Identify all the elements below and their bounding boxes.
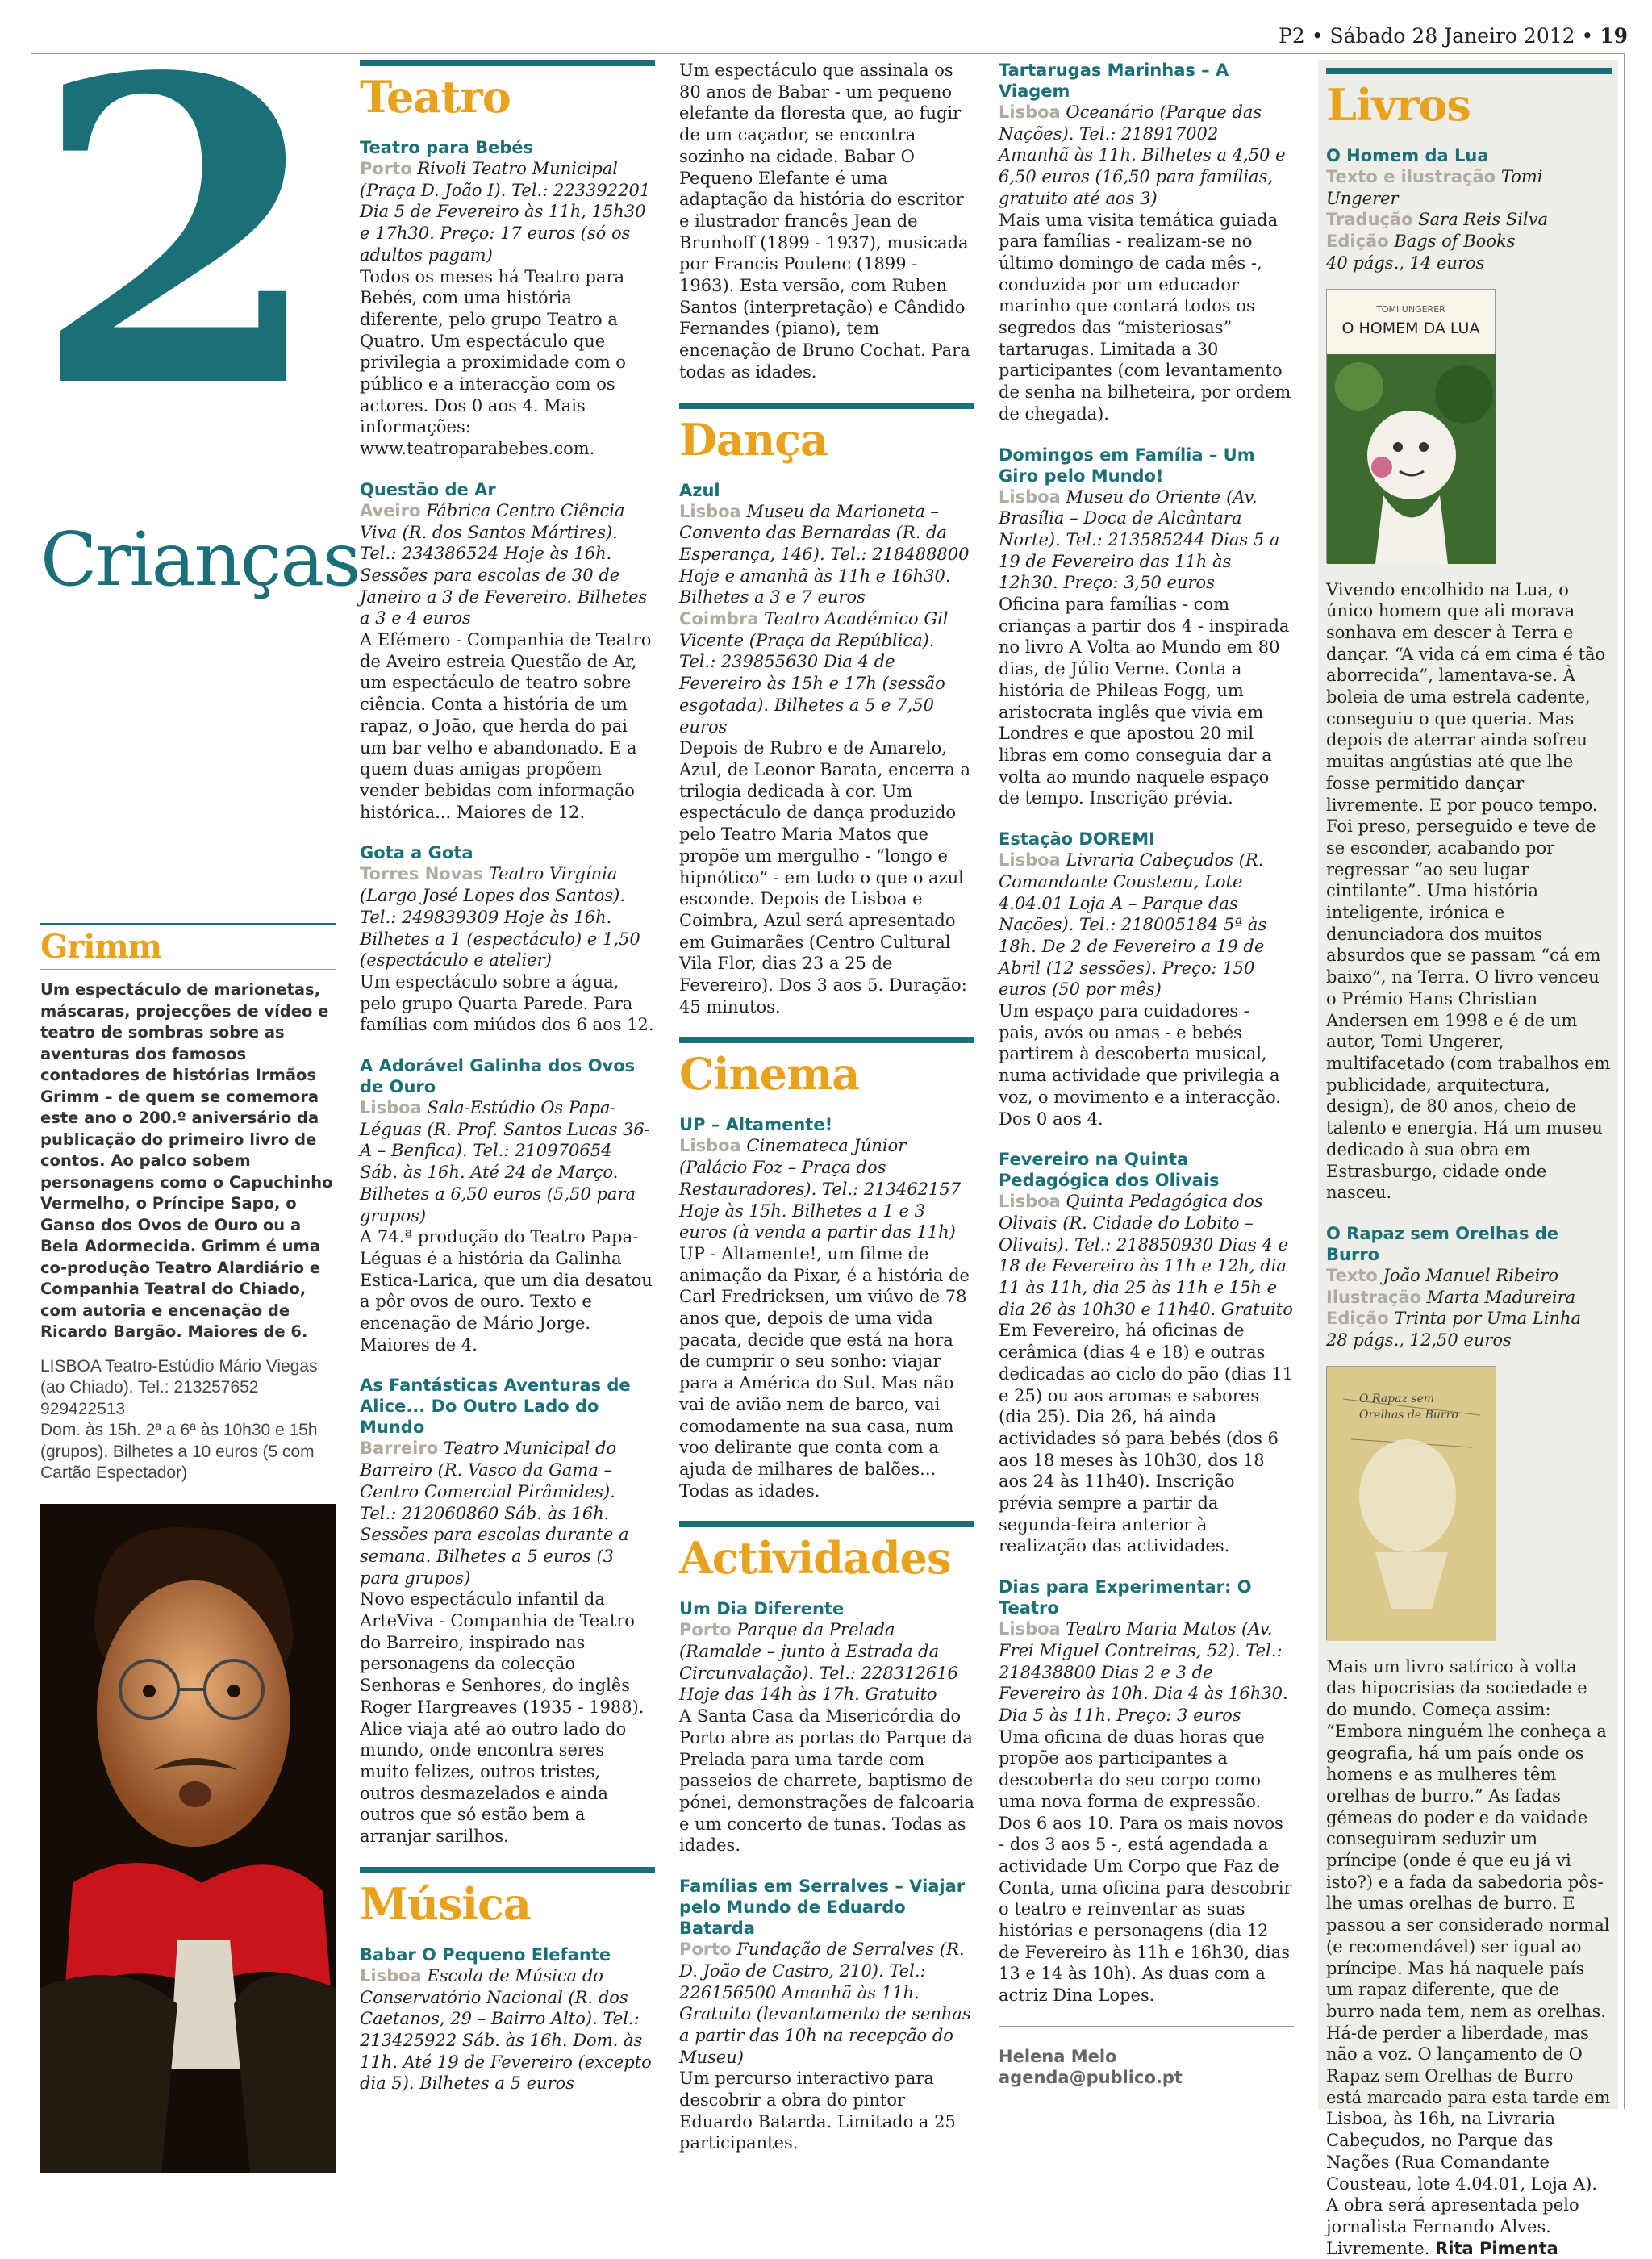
event-info <box>999 486 1294 595</box>
column-danca-cinema <box>679 60 974 2153</box>
event-city: Barreiro <box>360 1438 439 1459</box>
credit-value: Bags of Books <box>1394 232 1516 252</box>
event-item <box>679 480 974 1018</box>
credit-label: Texto <box>1326 1265 1378 1285</box>
event-item <box>999 60 1294 425</box>
event-info <box>360 863 655 971</box>
event-item <box>999 1149 1294 1557</box>
review-text: Mais um livro satírico à volta das hipocrisias da sociedade e do mundo. Começa assim: “Embora ninguém lhe conheça a geografia, há um país onde os homens e as mulheres têm orelhas de burro.” As fadas gémeas do poder e da vaidade conseguiram seduzir um príncipe (onde é que eu já vi isto?) e a fada da sabedoria pôs-lhe umas orelhas de burro. E passou a ser considerado normal (e recomendável) ser igual ao príncipe. Mas há naquele país um rapaz diferente, que de burro nada tem, nem as orelhas. Há-de perder a liberdade, mas não a voz. O lançamento de O Rapaz sem Orelhas de Burro está marcado para esta tarde em Lisboa, às 16h, na Livraria Cabeçudos, no Parque das Nações (Rua Comandante Cousteau, lote 4.04.01, Loja A). A obra será apresentada pelo jornalista Fernando Alves. Livremente. <box>1326 1656 1611 2258</box>
actor-portrait-image <box>40 1504 336 2173</box>
event-info <box>999 850 1294 1000</box>
event-item <box>360 1375 655 1847</box>
event-city: Porto <box>360 159 412 178</box>
event-description: A Santa Casa da Misericórdia do Porto abre as portas do Parque da Prelada para uma tarde com passeios de charrete, baptismo de pónei, demonstrações de falcoaria e um concerto de tunas. Todas as idades. <box>679 1706 974 1856</box>
event-info <box>999 1618 1294 1727</box>
book-item <box>1326 1223 1612 2259</box>
event-venue-details: Teatro Municipal do Barreiro (R. Vasco da Gama – Centro Comercial Pirâmides). Tel.: 212060860 Sáb. às 16h. Sessões para escolas durante a semana. Bilhetes a 5 euros (3 para grupos) <box>360 1438 629 1588</box>
event-info <box>360 1438 655 1589</box>
event-info <box>679 608 974 737</box>
grimm-actor-photo <box>40 1504 336 2173</box>
event-title: Fevereiro na Quinta Pedagógica dos Olivais <box>999 1150 1220 1191</box>
section-rule <box>1326 68 1612 74</box>
event-description: Depois de Rubro e de Amarelo, Azul, de Leonor Barata, encerra a trilogia dedicada à cor. Um espectáculo de dança produzido pelo Teatro Maria Matos que propõe um mergulho - “longo e hipnótico” - em tudo o que o azul esconde. Depois de Lisboa e Coimbra, Azul será apresentado em Guimarães (Centro Cultural Vila Flor, dias 23 a 25 de Fevereiro). Dos 3 aos 5. Duração: 45 minutos. <box>679 738 971 1017</box>
grimm-times: Dom. às 15h. 2ª a 6ª às 10h30 e 15h (grupos). Bilhetes a 10 euros (5 com Cartão Espectador) <box>40 1421 318 1482</box>
cover-author: TOMI UNGERER <box>1376 303 1446 315</box>
event-description: Novo espectáculo infantil da ArteViva - Companhia de Teatro do Barreiro, inspirado nas personagens da colecção Senhoras e Senhores, do inglês Roger Hargreaves (1935 - 1988). Alice viaja até ao outro lado do mundo, onde encontra seres muito felizes, outros tristes, outros desmazelados e ainda outros que só estão bem a arranjar sarilhos. <box>360 1589 645 1847</box>
event-city: Lisboa <box>999 1619 1061 1639</box>
teatro-list <box>360 137 655 1848</box>
event-item <box>679 1598 974 1856</box>
danca-heading: Dança <box>679 413 828 466</box>
book-meta: 40 págs., 14 euros <box>1326 253 1485 273</box>
book-credit <box>1326 231 1612 253</box>
event-description: UP - Altamente!, um filme de animação da Pixar, é a história de Carl Fredricksen, um viúvo de 78 anos que, depois de uma vida pacata, decide que está na hora de cumprir o seu sonho: viajar para a América do Sul. Mas não vai de avião nem de barco, vai comodamente na sua casa, num voo delirante que conta com a ajuda de milhares de balões... Todas as idades. <box>679 1243 970 1501</box>
section-rule <box>679 403 974 409</box>
book-meta: 28 págs., 12,50 euros <box>1326 1330 1512 1351</box>
event-city: Aveiro <box>360 500 421 520</box>
event-item <box>999 445 1294 810</box>
event-venue-details: Livraria Cabeçudos (R. Comandante Cousteau, Lote 4.04.01 Loja A – Parque das Nações). Tel.: 218005184 5ª às 18h. De 2 de Fevereiro a 19 de Abril (12 sessões). Preço: 150 euros (50 por mês) <box>999 850 1267 1000</box>
column-livros <box>1318 60 1618 2258</box>
divider <box>40 969 336 970</box>
event-info <box>999 102 1294 210</box>
event-city: Porto <box>679 1940 732 1960</box>
event-city: Lisboa <box>679 1136 741 1156</box>
event-venue-details: Fundação de Serralves (R. D. João de Castro, 210). Tel.: 226156500 Amanhã às 11h. Gratuito (levantamento de senhas a partir das 10h na recepção do Museu) <box>679 1940 971 2067</box>
event-info <box>360 158 655 266</box>
divider <box>999 2026 1294 2027</box>
event-item <box>360 137 655 460</box>
event-item <box>360 479 655 824</box>
event-title: Dias para Experimentar: O Teatro <box>999 1577 1252 1618</box>
cinema-heading: Cinema <box>679 1048 860 1100</box>
column-banner <box>32 0 360 2109</box>
event-city: Porto <box>679 1620 732 1640</box>
author-signature <box>999 2046 1294 2088</box>
credit-label: Edição <box>1326 1309 1389 1329</box>
credit-value: Tomi Ungerer <box>1326 167 1543 208</box>
event-title: Famílias em Serralves – Viajar pelo Mundo de Eduardo Batarda <box>679 1877 966 1939</box>
event-item <box>679 1876 974 2154</box>
event-description: Oficina para famílias - com crianças a partir dos 4 - inspirada no livro A Volta ao Mundo em 80 dias, de Júlio Verne. Conta a história de Phileas Fogg, um aristocrata inglês que vivia em Londres e que apostou 20 mil libras em como conseguia dar a volta ao mundo naquele espaço de tempo. Inscrição prévia. <box>999 595 1290 808</box>
event-city: Lisboa <box>999 1192 1061 1212</box>
section-rule <box>360 60 655 66</box>
section-title: Crianças <box>40 516 360 603</box>
event-item <box>999 829 1294 1130</box>
book-review <box>1326 1656 1612 2259</box>
event-city: Coimbra <box>679 609 759 629</box>
section-number: 2 <box>32 0 316 480</box>
event-venue-details: Sala-Estúdio Os Papa-Léguas (R. Prof. Santos Lucas 36-A – Benfica). Tel.: 210970654 Sáb. às 16h. Até 24 de Março. Bilhetes a 6,50 euros (5,50 para grupos) <box>360 1098 650 1226</box>
event-venue-details: Teatro Maria Matos (Av. Frei Miguel Contreiras, 52). Tel.: 218438800 Dias 2 e 3 de Fevereiro às 10h. Dia 4 às 16h30. Dia 5 às 11h. Preço: 3 euros <box>999 1619 1288 1725</box>
cover-title: O Rapaz sem Orelhas de Burro <box>1359 1392 1458 1422</box>
teatro-heading: Teatro <box>360 71 511 123</box>
section-rule <box>679 1521 974 1527</box>
issue-date: Sábado 28 Janeiro 2012 <box>1329 24 1575 48</box>
event-item <box>360 842 655 1036</box>
event-title: Um Dia Diferente <box>679 1599 845 1619</box>
credit-label: Edição <box>1326 232 1389 252</box>
musica-heading: Música <box>360 1877 531 1930</box>
column-actividades <box>999 60 1294 2109</box>
event-description: Um percurso interactivo para descobrir a obra do pintor Eduardo Batarda. Limitado a 25 participantes. <box>679 2069 956 2153</box>
page-number: 19 <box>1600 24 1628 48</box>
event-venue-details: Teatro Académico Gil Vicente (Praça da República). Tel.: 239855630 Dia 4 de Fevereiro às 15h e 17h (sessão esgotada). Bilhetes a 5 e 7,50 euros <box>679 609 949 737</box>
event-description: Mais uma visita temática guiada para famílias - realizam-se no último domingo de cada mês -, conduzida por um educador marinho que contará todos os segredos das “misteriosas” tartarugas. Limitada a 30 participantes (com levantamento de senha na bilheteira, por ordem de chegada). <box>999 210 1291 424</box>
event-venue-details: Museu da Marioneta – Convento das Bernardas (R. da Esperança, 146). Tel.: 218488800 Hoje e amanhã às 11h e 16h30. Bilhetes a 3 e 7 euros <box>679 501 970 608</box>
actividades-heading: Actividades <box>679 1532 951 1585</box>
book-cover-homem-da-lua <box>1326 289 1496 563</box>
cover-title: O HOMEM DA LUA <box>1341 319 1480 337</box>
book-credit <box>1326 166 1612 209</box>
book-credit <box>1326 1265 1612 1287</box>
event-description: Todos os meses há Teatro para Bebés, com uma história diferente, pelo grupo Teatro a Quatro. Um espectáculo que privilegia a proximidade com o público e a interacção com os actores. Dos 0 aos 4. Mais informações: www.teatroparabebes.com. <box>360 266 626 459</box>
publication-name: P2 <box>1279 24 1305 48</box>
event-info <box>999 1191 1294 1320</box>
event-venue-details: Teatro Virgínia (Largo José Lopes dos Santos). Tel.: 249839309 Hoje às 16h. Bilhetes a 1 (espectáculo) e 1,50 (espectáculo e atelier) <box>360 864 640 971</box>
grimm-description: Um espectáculo de marionetas, máscaras, projecções de vídeo e teatro de sombras sobre as aventuras dos famosos contadores de histórias Irmãos Grimm – de quem se comemora este ano o 200.º aniversário da publicação do primeiro livro de contos. Ao palco sobem personagens como o Capuchinho Vermelho, o Príncipe Sapo, o Ganso dos Ovos de Ouro ou a Bela Adormecida. Grimm é uma co-produção Teatro Alardiário e Companhia Teatral do Chiado, com autoria e encenação de Ricardo Bargão. Maiores de 6. <box>40 980 333 1341</box>
event-description: Um espaço para cuidadores - pais, avós ou amas - e bebés partirem à descoberta musical, numa actividade que privilegia a voz, o movimento e a interacção. Dos 0 aos 4. <box>999 1001 1281 1129</box>
event-venue-details: Fábrica Centro Ciência Viva (R. dos Santos Mártires). Tel.: 234386524 Hoje às 16h. Sessões para escolas de 30 de Janeiro a 3 de Fevereiro. Bilhetes a 3 e 4 euros <box>360 500 648 628</box>
event-city: Lisboa <box>999 486 1061 507</box>
event-title: UP – Altamente! <box>679 1115 833 1135</box>
event-description: Um espectáculo sobre a água, pelo grupo Quarta Parede. Para famílias com miúdos dos 6 aos 12. <box>360 971 654 1035</box>
book-review: Vivendo encolhido na Lua, o único homem que ali morava sonhava em descer à Terra e dançar. “A vida cá em cima é tão aborrecida”, lamentava-se. À boleia de uma estrela cadente, conseguiu o que queria. Mas depois de aterrar ainda sofreu muitas angústias até que lhe fosse permitido dançar livremente. E por pouco tempo. Foi preso, perseguido e teve de se esconder, acabando por regressar “ao seu lugar cintilante”. Uma história inteligente, irónica e denunciadora dos muitos absurdos que se passam “cá em baixo”, na Terra. O livro venceu o Prémio Hans Christian Andersen em 1998 e é de um autor, Tomi Ungerer, multifacetado (com trabalhos em publicidade, arquitectura, design), de 80 anos, cheio de talento e energia. Há um museu dedicado à sua obra em Estrasburgo, cidade onde nasceu. <box>1326 579 1611 1203</box>
book-credit <box>1326 1308 1612 1330</box>
event-title: A Adorável Galinha dos Ovos de Ouro <box>360 1056 636 1097</box>
event-item <box>360 1944 655 2094</box>
event-city: Lisboa <box>360 1098 422 1118</box>
moon-man-illustration <box>1327 354 1496 564</box>
event-info <box>360 500 655 629</box>
credit-label: Tradução <box>1326 210 1413 230</box>
book-title: O Rapaz sem Orelhas de Burro <box>1326 1223 1559 1264</box>
event-title: Azul <box>679 480 720 500</box>
column-teatro <box>360 60 655 2109</box>
event-venue-details: Rivoli Teatro Municipal (Praça D. João I). Tel.: 223392201 Dia 5 de Fevereiro às 11h, 15h30 e 17h30. Preço: 17 euros (só os adultos pagam) <box>360 159 651 265</box>
event-description: A Efémero - Companhia de Teatro de Aveiro estreia Questão de Ar, um espectáculo de teatro sobre ciência. Conta a história de um rapaz, o João, que herda do pai um bar velho e abandonado. E a quem duas amigas propõem vender bebidas com informação histórica... Maiores de 12. <box>360 630 652 822</box>
event-info <box>679 501 974 609</box>
event-title: Gota a Gota <box>360 843 473 863</box>
book-item <box>1326 145 1612 1204</box>
event-title: Domingos em Família – Um Giro pelo Mundo! <box>999 445 1255 486</box>
credit-value: Sara Reis Silva <box>1418 210 1549 230</box>
event-info <box>360 1097 655 1226</box>
credit-value: Trinta por Uma Linha <box>1394 1309 1582 1329</box>
event-title: Babar O Pequeno Elefante <box>360 1944 611 1965</box>
event-info <box>679 1619 974 1706</box>
event-title: Questão de Ar <box>360 479 496 499</box>
book-title: O Homem da Lua <box>1326 146 1489 165</box>
event-item <box>999 1576 1294 2006</box>
author-name: Helena Melo <box>999 2046 1117 2066</box>
author-email[interactable]: agenda@publico.pt <box>999 2067 1183 2087</box>
event-title: Estação DOREMI <box>999 829 1155 850</box>
event-venue-details: Quinta Pedagógica dos Olivais (R. Cidade do Lobito – Olivais). Tel.: 218850930 Dias 4 e 18 de Fevereiro às 11h e 12h, dia 11 às 11h, dia 25 às 11h e 15h e dia 26 às 10h30 e 11h40. Gratuito <box>999 1192 1293 1319</box>
event-city: Lisboa <box>999 102 1061 122</box>
book-cover-rapaz-sem-orelhas <box>1326 1366 1496 1640</box>
credit-label: Texto e ilustração <box>1326 167 1496 186</box>
event-item <box>360 1055 655 1355</box>
event-venue-details: Museu do Oriente (Av. Brasília – Doca de Alcântara Norte). Tel.: 213585244 Dias 5 a 19 de Fevereiro das 11h às 12h30. Preço: 3,50 euros <box>999 486 1280 593</box>
event-description: Em Fevereiro, há oficinas de cerâmica (dias 4 e 18) e outras dedicadas ao ciclo do pão (dias 11 e 25) ou aos aromas e sabores (dia 25). Dia 26, há ainda actividades só para bebés (dos 6 aos 18 meses às 10h30, dos 18 aos 24 às 11h40). Inscrição prévia sempre a partir da segunda-feira anterior à realização das actividades. <box>999 1321 1293 1556</box>
event-city: Lisboa <box>679 501 741 521</box>
event-title: Tartarugas Marinhas – A Viagem <box>999 61 1229 101</box>
credit-value: Marta Madureira <box>1426 1287 1576 1307</box>
event-info <box>679 1135 974 1243</box>
event-description: A 74.ª produção do Teatro Papa-Léguas é a história da Galinha Estica-Larica, que um dia desatou a pôr ovos de ouro. Texto e encenação de Mário Jorge. Maiores de 4. <box>360 1227 653 1355</box>
event-info <box>360 1965 655 2094</box>
book-credit <box>1326 1287 1612 1309</box>
grimm-feature <box>40 923 336 2173</box>
event-description: Uma oficina de duas horas que propõe aos participantes a descoberta do seu corpo como uma nova forma de expressão. Dos 6 aos 10. Para os mais novos - dos 3 aos 5 -, está agendada a actividade Um Corpo que Faz de Conta, uma oficina para descobrir o teatro e reinventar as suas histórias e personagens (dia 12 de Fevereiro às 11h e 16h30, dias 13 e 14 às 10h). As duas com a actriz Dina Lopes. <box>999 1727 1292 2006</box>
event-description: Um espectáculo que assinala os 80 anos de Babar - um pequeno elefante da floresta que, ao fugir de um caçador, se encontra sozinho na cidade. Babar O Pequeno Elefante é uma adaptação da história do escritor e ilustrador francês Jean de Brunhoff (1899 - 1937), musicada por Francis Poulenc (1899 - 1963). Esta versão, com Ruben Santos (interpretação) e Cândido Fernandes (piano), tem encenação de Bruno Cochat. Para todas as idades. <box>679 61 970 382</box>
credit-label: Ilustração <box>1326 1287 1422 1307</box>
event-venue-details: Escola de Música do Conservatório Nacional (R. dos Caetanos, 29 – Bairro Alto). Tel.: 213425922 Sáb. às 16h. Dom. às 11h. Até 19 de Fevereiro (excepto dia 5). Bilhetes a 5 euros <box>360 1965 652 2094</box>
section-rule <box>679 1037 974 1043</box>
event-item <box>679 1114 974 1501</box>
grimm-title: Grimm <box>40 928 162 966</box>
event-city: Lisboa <box>360 1965 422 1985</box>
event-venue-details: Oceanário (Parque das Nações). Tel.: 218917002 Amanhã às 11h. Bilhetes a 4,50 e 6,50 euros (16,50 para famílias, gratuito até aos 3) <box>999 102 1286 208</box>
event-city: Torres Novas <box>360 864 484 884</box>
page-header: P2 • Sábado 28 Janeiro 2012 • 19 <box>1279 24 1628 48</box>
event-title: Teatro para Bebés <box>360 138 534 157</box>
event-info <box>679 1939 974 2068</box>
event-city: Lisboa <box>999 850 1061 871</box>
event-venue-details: Cinemateca Júnior (Palácio Foz – Praça dos Restauradores). Tel.: 213462157 Hoje às 15h. Bilhetes a 1 e 3 euros (à venda a partir das 11h) <box>679 1136 962 1242</box>
section-rule <box>360 1867 655 1873</box>
book-credit <box>1326 209 1612 231</box>
event-title: As Fantásticas Aventuras de Alice... Do Outro Lado do Mundo <box>360 1376 631 1438</box>
reviewer-name: Rita Pimenta <box>1435 2238 1558 2258</box>
grimm-venue: LISBOA Teatro-Estúdio Mário Viegas (ao Chiado). Tel.: 213257652 929422513 <box>40 1356 318 1418</box>
credit-value: João Manuel Ribeiro <box>1383 1265 1559 1285</box>
livros-heading: Livros <box>1326 79 1471 131</box>
event-venue-details: Parque da Prelada (Ramalde – junto à Estrada da Circunvalação). Tel.: 228312616 Hoje das 14h às 17h. Gratuito <box>679 1620 958 1705</box>
